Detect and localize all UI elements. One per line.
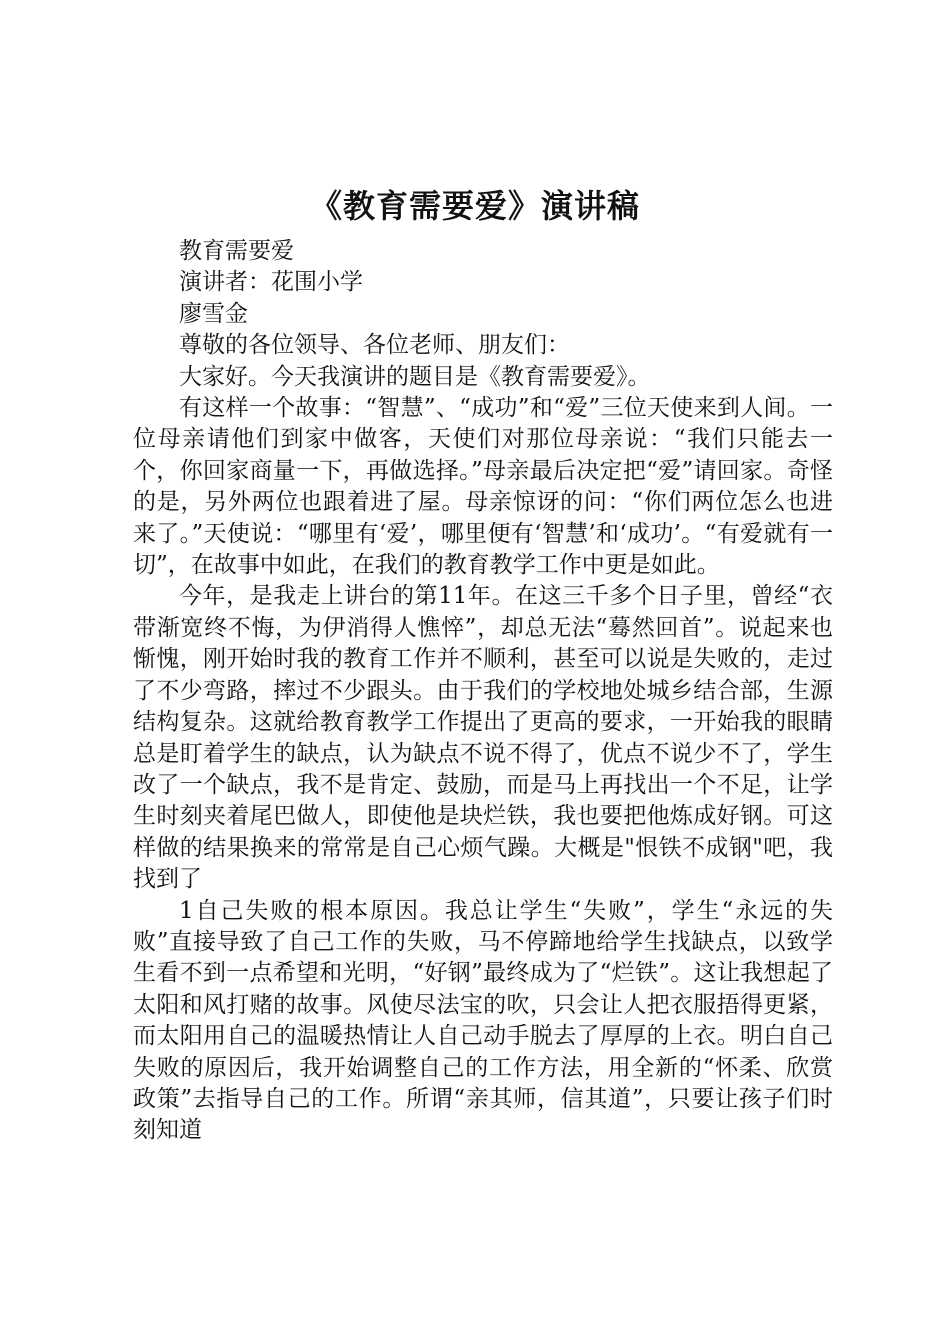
speaker-line: 演讲者：花围小学 (179, 269, 363, 296)
paragraph-story: 有这样一个故事：“智慧”、“成功”和“爱”三位天使来到人间。一位母亲请他们到家中做客，天使们对那位母亲说：“我们只能去一个，你回家商量一下，再做选择。”母亲最后决定把“爱”请回家。奇怪的是，另外两位也跟着进了屋。母亲惊讶的问：“你们两位怎么也进来了。”天使说：“哪里有‘爱’，哪里便有‘智慧’和‘成功’。“有爱就有一切”，在故事中如此，在我们的教育教学工作中更是如此。 (133, 395, 833, 579)
document-body (133, 236, 833, 1147)
paragraph-reflection: 1自己失败的根本原因。我总让学生“失败”，学生“永远的失败”直接导致了自己工作的失败，马不停蹄地给学生找缺点，以致学生看不到一点希望和光明，“好钢”最终成为了“烂铁”。这让我想起了太阳和风打赌的故事。风使尽法宝的吹，只会让人把衣服捂得更紧，而太阳用自己的温暖热情让人自己动手脱去了厚厚的上衣。明白自己失败的原因后，我开始调整自己的工作方法，用全新的“怀柔、欣赏政策”去指导自己的工作。所谓“亲其师，信其道”，只要让孩子们时刻知道 (133, 897, 833, 1144)
paragraph-experience: 今年，是我走上讲台的第11年。在这三千多个日子里，曾经“衣带渐宽终不悔，为伊消得人憔悴”，却总无法“蓦然回首”。说起来也惭愧，刚开始时我的教育工作并不顺利，甚至可以说是失败的，走过了不少弯路，摔过不少跟头。由于我们的学校地处城乡结合部，生源结构复杂。这就给教育教学工作提出了更高的要求，一开始我的眼睛总是盯着学生的缺点，认为缺点不说不得了，优点不说少不了，学生改了一个缺点，我不是肯定、鼓励，而是马上再找出一个不足，让学生时刻夹着尾巴做人，即使他是块烂铁，我也要把他炼成好钢。可这样做的结果换来的常常是自己心烦气躁。大概是"恨铁不成钢"吧，我找到了 (133, 583, 833, 893)
salutation: 尊敬的各位领导、各位老师、朋友们： (179, 332, 570, 359)
speaker-name: 廖雪金 (179, 300, 248, 327)
document-title: 《教育需要爱》演讲稿 (309, 187, 640, 225)
speech-subtitle: 教育需要爱 (179, 238, 294, 264)
greeting: 大家好。今天我演讲的题目是《教育需要爱》。 (179, 363, 651, 390)
